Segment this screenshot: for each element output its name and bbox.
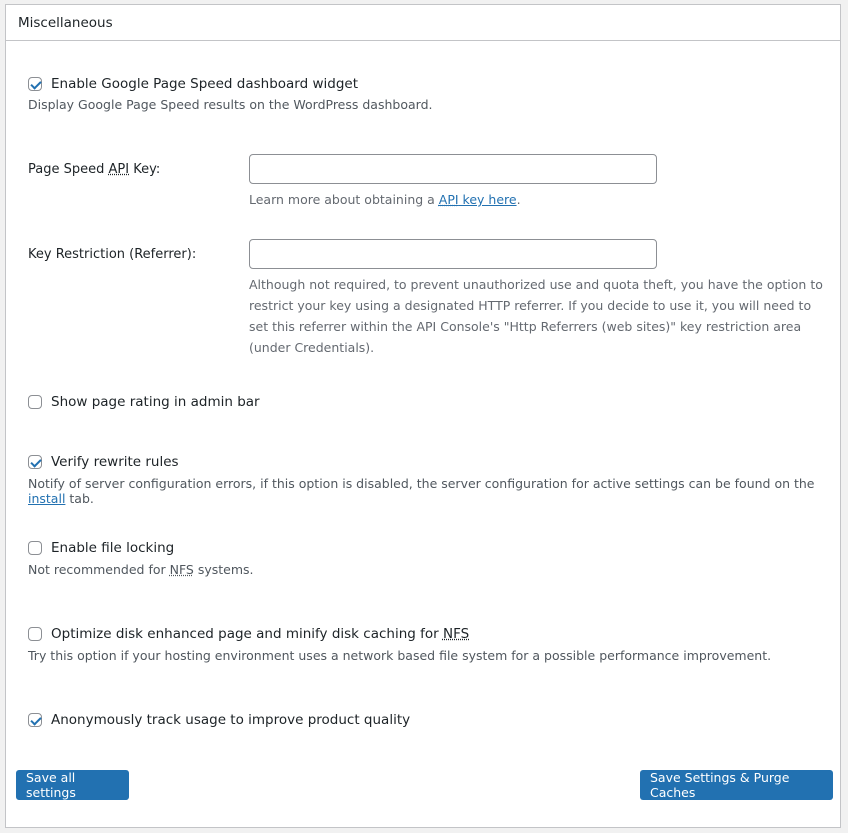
track-usage-option[interactable] [28,712,410,728]
track-usage-checkbox[interactable] [28,713,42,727]
api-key-label: Page Speed API Key: [28,162,161,177]
save-all-settings-button[interactable]: Save all settings [16,770,129,800]
verify-rewrite-checkbox[interactable] [28,455,42,469]
install-tab-link[interactable]: install [28,491,66,506]
save-purge-caches-button[interactable]: Save Settings & Purge Caches [640,770,833,800]
pagespeed-widget-option[interactable] [28,76,358,92]
optimize-nfs-option[interactable] [28,626,469,642]
api-key-input[interactable] [249,154,657,184]
optimize-nfs-label: Optimize disk enhanced page and minify disk caching for NFS [51,626,470,642]
key-restriction-help: Although not required, to prevent unauthorized use and quota theft, you have the option to restrict your key using a designated HTTP referrer. If you decide to use it, you will need to set this referrer within the API Console's "Http Referrers (web sites)" key restriction area (under Credentials). [249,277,823,355]
admin-bar-rating-checkbox[interactable] [28,395,42,409]
panel-header [6,5,840,41]
file-locking-option[interactable] [28,540,174,556]
optimize-nfs-description: Try this option if your hosting environment uses a network based file system for a possible performance improvement. [28,648,772,663]
track-usage-label: Anonymously track usage to improve product quality [51,712,411,728]
file-locking-label: Enable file locking [51,540,175,556]
key-restriction-label: Key Restriction (Referrer): [28,247,197,262]
key-restriction-input[interactable] [249,239,657,269]
verify-rewrite-option[interactable] [28,454,179,470]
verify-rewrite-description: Notify of server configuration errors, if this option is disabled, the server configuration for active settings can be found on the install tab. [28,476,815,506]
file-locking-description: Not recommended for NFS systems. [28,562,254,577]
verify-rewrite-label: Verify rewrite rules [51,454,179,470]
file-locking-checkbox[interactable] [28,541,42,555]
admin-bar-rating-option[interactable] [28,394,260,410]
api-key-link[interactable]: API key here [438,192,517,207]
optimize-nfs-checkbox[interactable] [28,627,42,641]
section-title: Miscellaneous [18,14,113,31]
admin-bar-rating-label: Show page rating in admin bar [51,394,260,410]
api-key-help: Learn more about obtaining a API key here. [249,192,521,207]
pagespeed-widget-label: Enable Google Page Speed dashboard widget [51,76,358,92]
pagespeed-widget-checkbox[interactable] [28,77,42,91]
miscellaneous-panel [5,4,841,828]
pagespeed-widget-description: Display Google Page Speed results on the WordPress dashboard. [28,97,433,112]
